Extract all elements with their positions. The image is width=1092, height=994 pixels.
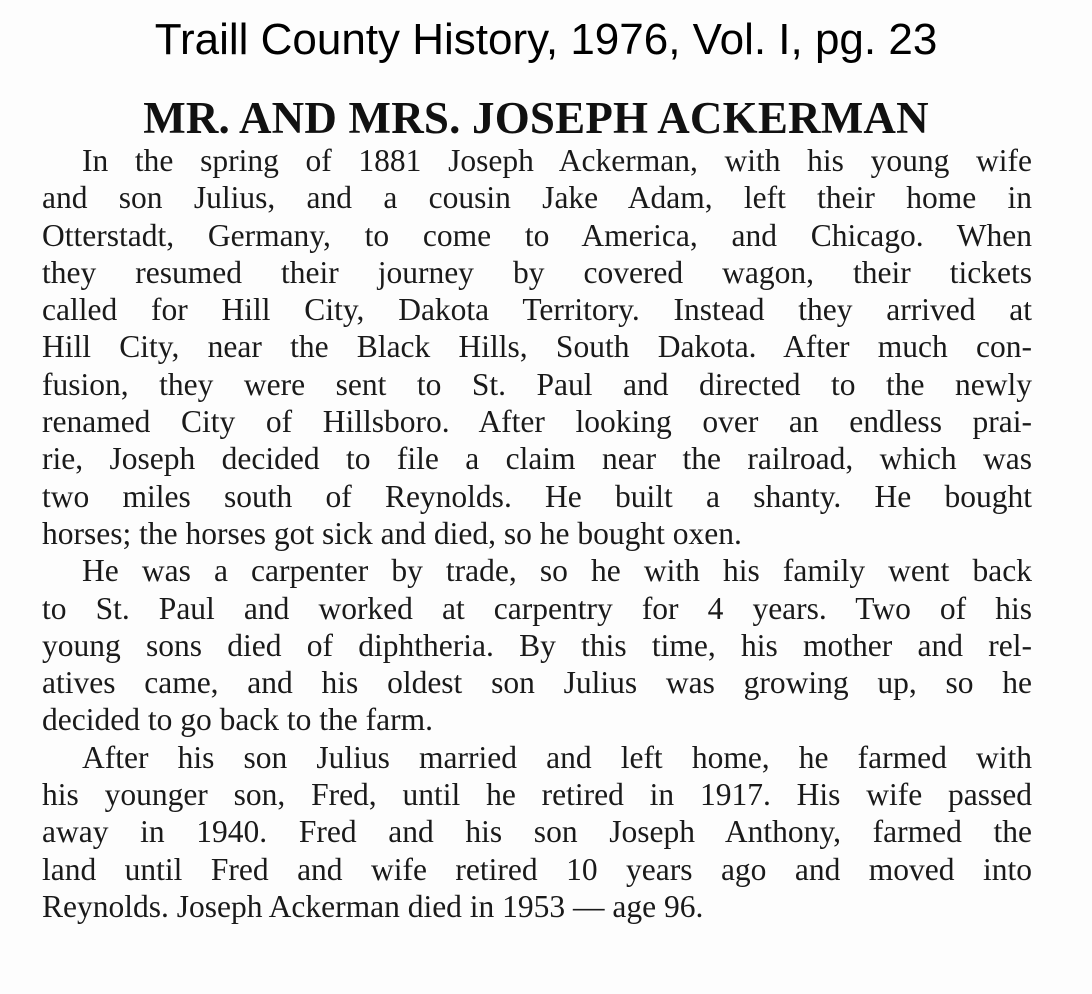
paragraph-1 (42, 142, 1032, 552)
text-line: He was a carpenter by trade, so he with his family went back (82, 553, 1032, 589)
text-line: Reynolds. Joseph Ackerman died in 1953 — age 96. (42, 888, 704, 924)
text-line: and son Julius, and a cousin Jake Adam, left their home in (42, 180, 1032, 216)
text-line: rie, Joseph decided to file a claim near the railroad, which was (42, 441, 1032, 477)
text-line: his younger son, Fred, until he retired in 1917. His wife passed (42, 777, 1032, 813)
text-line: renamed City of Hillsboro. After looking over an endless prai- (42, 404, 1032, 440)
text-line: away in 1940. Fred and his son Joseph Anthony, farmed the (42, 814, 1032, 850)
text-line: to St. Paul and worked at carpentry for 4 years. Two of his (42, 590, 1032, 626)
paragraph-2 (42, 552, 1032, 738)
text-line: young sons died of diphtheria. By this time, his mother and rel- (42, 627, 1032, 663)
text-line: Otterstadt, Germany, to come to America, and Chicago. When (42, 217, 1032, 253)
paragraph-3 (42, 739, 1032, 925)
text-line: land until Fred and wife retired 10 years ago and moved into (42, 851, 1032, 887)
text-line: After his son Julius married and left home, he farmed with (82, 739, 1032, 775)
page-caption: Traill County History, 1976, Vol. I, pg. 23 (154, 15, 938, 64)
text-line: two miles south of Reynolds. He built a shanty. He bought (42, 478, 1032, 514)
article-body (42, 142, 1032, 925)
text-line: horses; the horses got sick and died, so he bought oxen. (42, 515, 742, 551)
article-headline: MR. AND MRS. JOSEPH ACKERMAN (143, 93, 929, 143)
text-line: called for Hill City, Dakota Territory. Instead they arrived at (42, 292, 1032, 328)
text-line: they resumed their journey by covered wagon, their tickets (42, 254, 1032, 290)
text-line: decided to go back to the farm. (42, 702, 433, 738)
text-line: fusion, they were sent to St. Paul and directed to the newly (42, 366, 1032, 402)
text-line: In the spring of 1881 Joseph Ackerman, with his young wife (82, 143, 1032, 178)
text-line: atives came, and his oldest son Julius was growing up, so he (42, 665, 1032, 701)
text-line: Hill City, near the Black Hills, South Dakota. After much con- (42, 329, 1032, 365)
